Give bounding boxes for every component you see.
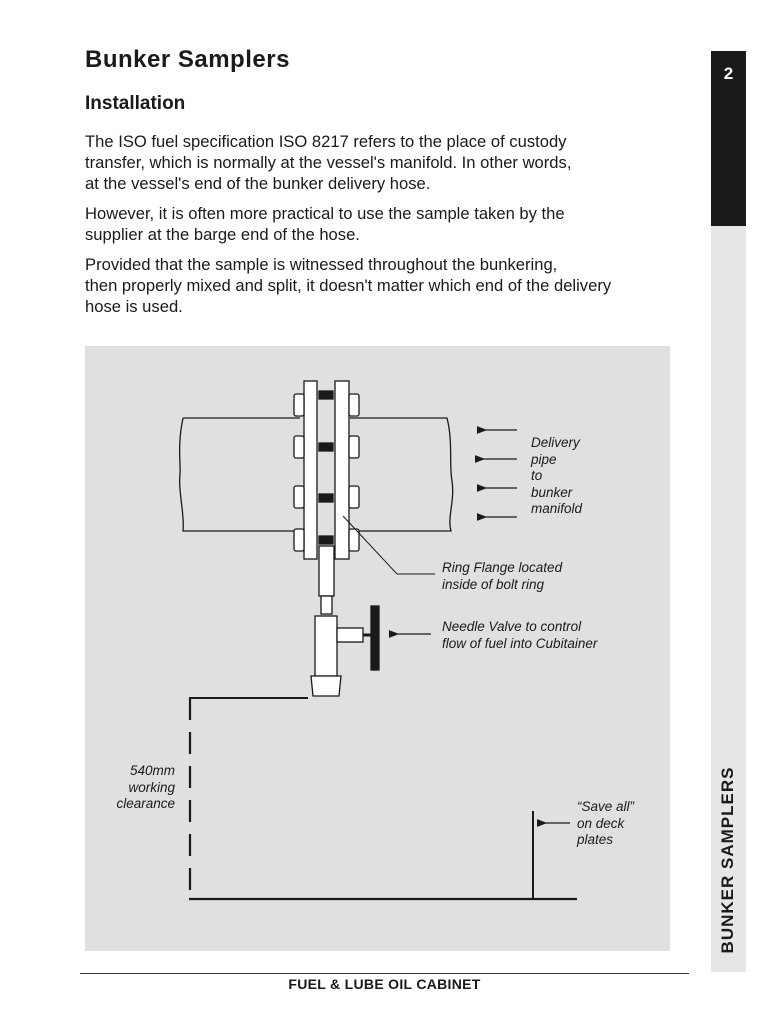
- ring-flange: [319, 443, 333, 451]
- flange-plate-right: [335, 381, 349, 559]
- chapter-tab: [711, 51, 746, 226]
- ring-flange: [319, 536, 333, 544]
- chapter-side-label: BUNKER SAMPLERS: [718, 766, 737, 954]
- bolt: [294, 436, 304, 458]
- paragraph-line: supplier at the barge end of the hose.: [85, 225, 360, 244]
- bolt: [294, 486, 304, 508]
- flange-plate-left: [304, 381, 317, 559]
- sampler-stem: [319, 546, 334, 596]
- needle-valve-label: Needle Valve to control flow of fuel into Cubitainer: [442, 619, 598, 651]
- paragraph-line: then properly mixed and split, it doesn't matter which end of the delivery: [85, 276, 612, 295]
- bolt: [349, 486, 359, 508]
- needle-valve-handwheel: [371, 606, 379, 670]
- clearance-label: 540mm working clearance: [116, 763, 175, 811]
- paragraph-1: [85, 131, 685, 194]
- bolt: [294, 529, 304, 551]
- paragraph-line: The ISO fuel specification ISO 8217 refers to the place of custody: [85, 132, 567, 151]
- bolt: [349, 394, 359, 416]
- chapter-number: 2: [723, 64, 734, 83]
- delivery-pipe-end: [350, 418, 453, 531]
- paragraph-line: However, it is often more practical to use the sample taken by the: [85, 204, 565, 223]
- ring-flange: [319, 391, 333, 399]
- paragraph-line: hose is used.: [85, 297, 183, 316]
- paragraph-line: at the vessel's end of the bunker delivery hose.: [85, 174, 431, 193]
- sampler-coupling: [321, 596, 332, 614]
- installation-diagram: [85, 346, 670, 951]
- needle-valve-body: [315, 616, 337, 676]
- ring-flange: [319, 494, 333, 502]
- bolt: [349, 436, 359, 458]
- footer-rule: [80, 973, 689, 974]
- paragraph-line: Provided that the sample is witnessed throughout the bunkering,: [85, 255, 558, 274]
- paragraph-3: [85, 254, 685, 317]
- paragraph-line: transfer, which is normally at the vessel's manifold. In other words,: [85, 153, 572, 172]
- page-title: Bunker Samplers: [85, 46, 290, 73]
- delivery-pipe-label: Delivery pipe to bunker manifold: [531, 435, 583, 516]
- ring-flange-label: Ring Flange located inside of bolt ring: [442, 560, 563, 592]
- paragraph-2: [85, 203, 685, 245]
- save-all-label: “Save all” on deck plates: [577, 799, 635, 847]
- delivery-pipe: [180, 418, 300, 531]
- section-heading: Installation: [85, 93, 186, 114]
- needle-valve-stem: [337, 628, 363, 642]
- bolt: [294, 394, 304, 416]
- sampler-nozzle: [311, 676, 341, 696]
- footer-title: FUEL & LUBE OIL CABINET: [288, 976, 481, 992]
